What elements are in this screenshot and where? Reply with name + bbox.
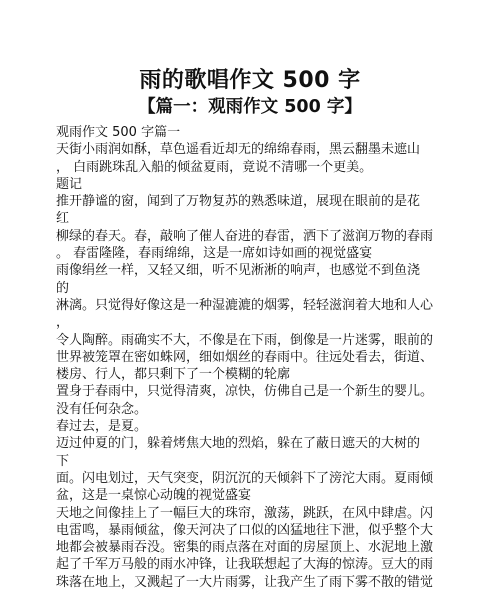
text-line: 盆，这是一桌惊心动魄的视觉盛宴 — [56, 488, 252, 504]
text-line: 观雨作文 500 字篇一 — [56, 125, 181, 140]
text-line: 推开静谧的窗，闻到了万物复苏的熟悉味道，展现在眼前的是花 — [56, 194, 421, 210]
text-line: 红 — [56, 211, 70, 227]
text-line: 。 春雷隆隆，春雨绵绵，这是一席如诗如画的视觉盛宴 — [56, 246, 373, 262]
text-line: 珠落在地上，又溅起了一大片雨雾，让我产生了雨下雾不散的错觉 — [56, 574, 434, 590]
text-line: 天地之间像挂上了一幅巨大的珠帘，激荡，跳跃，在风中肆虐。闪 — [56, 505, 434, 521]
text-line: 起了千军万马般的雨水冲锋，让我联想起了大海的惊涛。豆大的雨 — [56, 557, 434, 573]
text-line: 柳绿的春天。春，敲响了催人奋进的春雷，洒下了滋润万物的春雨 — [56, 228, 434, 244]
text-line: 世界被笼罩在密如蛛网，细如烟丝的春雨中。往远处看去，街道、 — [56, 349, 434, 365]
text-line: 天街小雨润如酥，草色遥看近却无的绵绵春雨，黑云翻墨未遮山 — [56, 142, 421, 158]
text-line: 迈过仲夏的门，躲着烤焦大地的烈焰，躲在了蔽日遮天的大树的 — [56, 436, 421, 452]
text-line: 题记 — [56, 176, 83, 192]
text-line: 地都会被暴雨吞没。密集的雨点落在对面的房屋顶上、水泥地上激 — [56, 540, 434, 556]
text-line: 电雷鸣，暴雨倾盆，像天河决了口似的凶猛地往下泄，似乎整个大 — [56, 522, 434, 538]
page-title: 雨的歌唱作文 500 字 — [139, 68, 361, 93]
text-line: 下 — [56, 453, 70, 469]
text-line: 没有任何杂念。 — [56, 401, 148, 417]
text-line: 面。闪电划过，天气突变，阴沉沉的天倾斜下了滂沱大雨。夏雨倾 — [56, 470, 434, 486]
text-line: ， — [56, 315, 70, 331]
section-heading: 【篇一：观雨作文 500 字】 — [138, 97, 362, 117]
text-line: 雨像绢丝一样，又轻又细，听不见淅淅的响声，也感觉不到鱼浇 — [56, 263, 421, 279]
text-line: 令人陶醉。雨确实不大，不像是在下雨，倒像是一片迷雾，眼前的 — [56, 332, 434, 348]
text-line: 淋漓。只觉得好像这是一种湿漉漉的烟雾，轻轻滋润着大地和人心 — [56, 297, 434, 313]
text-line: ， 白雨跳珠乱入船的倾盆夏雨，竟说不清哪一个更美。 — [56, 159, 373, 175]
text-line: 春过去，是夏。 — [56, 419, 148, 435]
article-body — [56, 124, 446, 591]
text-line: 的 — [56, 280, 70, 296]
text-line: 楼房、行人，都只剩下了一个模糊的轮廓 — [56, 367, 291, 383]
text-line: 置身于春雨中，只觉得清爽，凉快，仿佛自己是一个新生的婴儿。 — [56, 384, 434, 400]
